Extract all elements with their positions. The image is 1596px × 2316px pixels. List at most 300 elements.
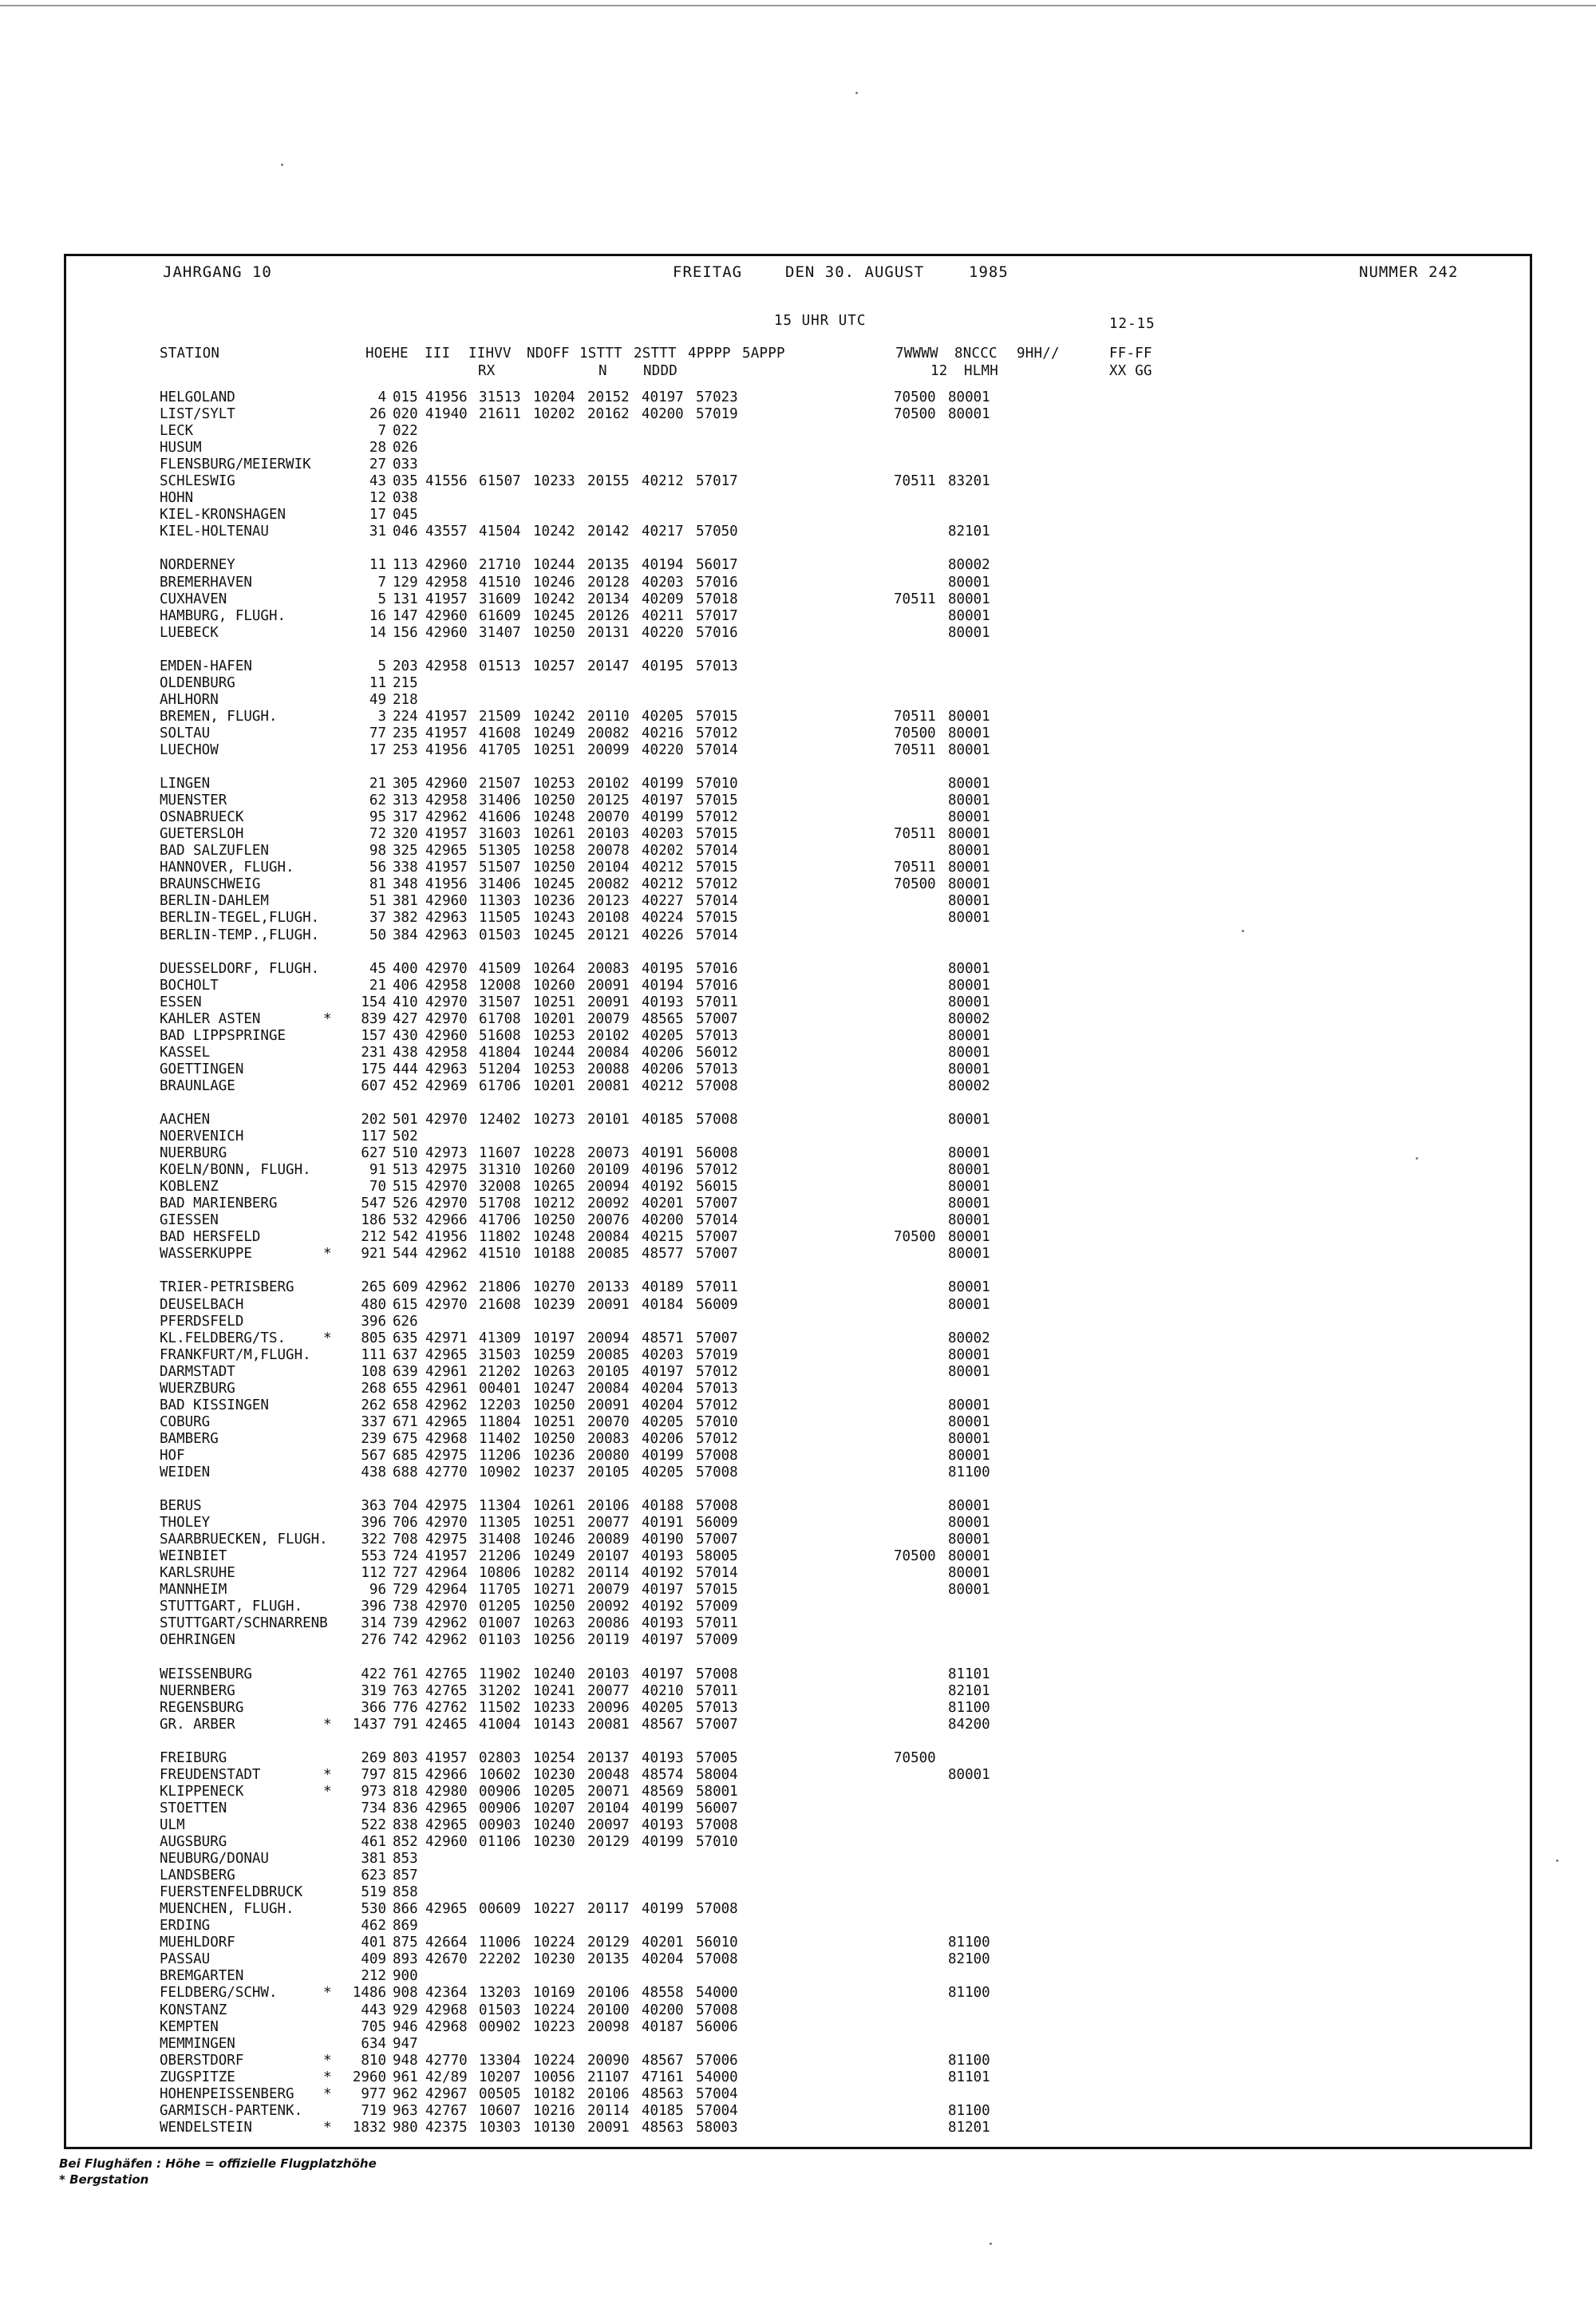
group-1sttt: 10230 — [533, 1951, 575, 1968]
station-name: KONSTANZ — [160, 2002, 227, 2018]
group-8nccc: 80001 — [948, 1498, 990, 1515]
group-5appp: 57011 — [696, 994, 738, 1010]
group-4pppp: 40204 — [642, 1380, 684, 1397]
group-iihvv: 42970 — [425, 1599, 468, 1615]
group-4pppp: 40184 — [642, 1296, 684, 1313]
station-index: 384 — [393, 927, 418, 943]
group-2sttt: 20073 — [587, 1145, 630, 1162]
group-1sttt: 10248 — [533, 1229, 575, 1246]
group-2sttt: 20091 — [587, 977, 630, 994]
table-row — [160, 826, 1500, 843]
table-row — [160, 1985, 1500, 2002]
station-index: 317 — [393, 809, 418, 826]
group-spacer — [160, 642, 1500, 658]
group-ndoff: 12008 — [479, 977, 521, 994]
station-name: DEUSELBACH — [160, 1296, 244, 1313]
station-elevation: 319 — [361, 1682, 386, 1699]
station-index: 818 — [393, 1783, 418, 1800]
table-row — [160, 2002, 1500, 2019]
station-name: BREMERHAVEN — [160, 574, 252, 591]
station-elevation: 396 — [361, 1313, 386, 1330]
group-5appp: 57016 — [696, 624, 738, 641]
group-iihvv: 42963 — [425, 910, 468, 927]
group-ndoff: 10902 — [479, 1464, 521, 1480]
group-iihvv: 41956 — [425, 741, 468, 758]
station-index: 724 — [393, 1548, 418, 1565]
group-4pppp: 48571 — [642, 1330, 684, 1346]
station-elevation: 62 — [369, 792, 386, 809]
station-elevation: 202 — [361, 1112, 386, 1128]
station-name: TRIER-PETRISBERG — [160, 1279, 294, 1296]
mountain-station-marker: * — [323, 2052, 332, 2069]
group-5appp: 56015 — [696, 1179, 738, 1196]
mountain-station-marker: * — [323, 1246, 332, 1263]
station-index: 803 — [393, 1749, 418, 1766]
group-iihvv: 42975 — [425, 1162, 468, 1179]
group-1sttt: 10240 — [533, 1816, 575, 1833]
group-5appp: 57010 — [696, 776, 738, 792]
group-2sttt: 20114 — [587, 1565, 630, 1582]
table-row — [160, 406, 1500, 423]
station-name: COBURG — [160, 1413, 211, 1430]
station-index: 671 — [393, 1413, 418, 1430]
group-8nccc: 80001 — [948, 1363, 990, 1380]
group-5appp: 57007 — [696, 1246, 738, 1263]
station-name: BRAUNLAGE — [160, 1077, 235, 1094]
group-ndoff: 11502 — [479, 1699, 521, 1716]
group-iihvv: 42965 — [425, 1346, 468, 1363]
col-hoehe: HOEHE — [365, 346, 409, 362]
station-name: KL.FELDBERG/TS. — [160, 1330, 286, 1346]
group-2sttt: 20084 — [587, 1229, 630, 1246]
group-1sttt: 10248 — [533, 809, 575, 826]
group-2sttt: 20155 — [587, 473, 630, 490]
col-iihvv-sub: RX — [478, 363, 496, 379]
group-7wwww: 70511 — [894, 708, 936, 725]
group-ndoff: 11304 — [479, 1498, 521, 1515]
table-row — [160, 860, 1500, 876]
group-iihvv: 41957 — [425, 860, 468, 876]
station-name: FREIBURG — [160, 1749, 227, 1766]
group-1sttt: 10201 — [533, 1010, 575, 1027]
station-name: GOETTINGEN — [160, 1061, 244, 1077]
group-5appp: 57005 — [696, 1749, 738, 1766]
group-1sttt: 10216 — [533, 2102, 575, 2119]
station-name: AUGSBURG — [160, 1834, 227, 1851]
station-index: 313 — [393, 792, 418, 809]
group-ndoff: 32008 — [479, 1179, 521, 1196]
col-4pppp: 4PPPP — [688, 346, 731, 362]
group-1sttt: 10239 — [533, 1296, 575, 1313]
group-5appp: 57010 — [696, 1413, 738, 1430]
group-1sttt: 10251 — [533, 1413, 575, 1430]
group-5appp: 58005 — [696, 1548, 738, 1565]
group-4pppp: 48563 — [642, 2085, 684, 2102]
station-index: 708 — [393, 1531, 418, 1548]
group-ndoff: 11607 — [479, 1145, 521, 1162]
group-2sttt: 20081 — [587, 1077, 630, 1094]
col-5appp: 5APPP — [742, 346, 785, 362]
group-2sttt: 20137 — [587, 1749, 630, 1766]
table-row — [160, 1414, 1500, 1431]
table-row — [160, 389, 1500, 406]
group-5appp: 56009 — [696, 1515, 738, 1531]
group-1sttt: 10244 — [533, 1044, 575, 1061]
group-2sttt: 20070 — [587, 1413, 630, 1430]
station-index: 739 — [393, 1615, 418, 1632]
group-4pppp: 40204 — [642, 1951, 684, 1968]
group-5appp: 57012 — [696, 1430, 738, 1447]
group-1sttt: 10246 — [533, 1531, 575, 1548]
group-1sttt: 10224 — [533, 1935, 575, 1951]
group-iihvv: 42962 — [425, 809, 468, 826]
station-index: 908 — [393, 1985, 418, 2002]
group-iihvv: 42962 — [425, 1246, 468, 1263]
station-name: WASSERKUPPE — [160, 1246, 252, 1263]
station-elevation: 81 — [369, 876, 386, 893]
group-1sttt: 10227 — [533, 1901, 575, 1918]
group-ndoff: 41309 — [479, 1330, 521, 1346]
station-elevation: 366 — [361, 1699, 386, 1716]
group-2sttt: 20083 — [587, 960, 630, 977]
mountain-station-marker: * — [323, 1783, 332, 1800]
station-index: 218 — [393, 691, 418, 708]
station-index: 857 — [393, 1867, 418, 1884]
group-ndoff: 11303 — [479, 893, 521, 910]
group-1sttt: 10236 — [533, 893, 575, 910]
group-iihvv: 42968 — [425, 2002, 468, 2018]
group-1sttt: 10230 — [533, 1834, 575, 1851]
station-name: EMDEN-HAFEN — [160, 658, 252, 674]
table-row — [160, 1531, 1500, 1548]
station-index: 685 — [393, 1447, 418, 1464]
table-row — [160, 1515, 1500, 1531]
group-iihvv: 42971 — [425, 1330, 468, 1346]
group-4pppp: 40201 — [642, 1196, 684, 1212]
group-2sttt: 20092 — [587, 1196, 630, 1212]
group-8nccc: 80001 — [948, 1212, 990, 1229]
group-4pppp: 40190 — [642, 1531, 684, 1548]
group-2sttt: 20162 — [587, 406, 630, 423]
col-8nccc: 8NCCC — [954, 346, 998, 362]
station-elevation: 212 — [361, 1229, 386, 1246]
group-8nccc: 80001 — [948, 1548, 990, 1565]
group-8nccc: 80001 — [948, 1582, 990, 1599]
station-elevation: 522 — [361, 1816, 386, 1833]
group-2sttt: 20091 — [587, 2119, 630, 2136]
group-8nccc: 80001 — [948, 809, 990, 826]
station-elevation: 719 — [361, 2102, 386, 2119]
station-index: 022 — [393, 423, 418, 440]
station-name: THOLEY — [160, 1515, 211, 1531]
group-4pppp: 40199 — [642, 1901, 684, 1918]
group-1sttt: 10223 — [533, 2018, 575, 2035]
group-2sttt: 20098 — [587, 2018, 630, 2035]
station-name: GR. ARBER — [160, 1716, 235, 1733]
station-index: 776 — [393, 1699, 418, 1716]
station-elevation: 839 — [361, 1010, 386, 1027]
group-2sttt: 20110 — [587, 708, 630, 725]
group-2sttt: 20108 — [587, 910, 630, 927]
station-index: 675 — [393, 1430, 418, 1447]
group-2sttt: 20104 — [587, 860, 630, 876]
group-4pppp: 40220 — [642, 624, 684, 641]
station-index: 033 — [393, 456, 418, 473]
station-index: 015 — [393, 389, 418, 405]
station-index: 203 — [393, 658, 418, 674]
group-iihvv: 42963 — [425, 1061, 468, 1077]
group-iihvv: 43557 — [425, 524, 468, 540]
group-8nccc: 80001 — [948, 708, 990, 725]
station-name: LINGEN — [160, 776, 211, 792]
group-5appp: 54000 — [696, 2069, 738, 2085]
group-2sttt: 20078 — [587, 843, 630, 860]
group-2sttt: 20129 — [587, 1834, 630, 1851]
group-1sttt: 10250 — [533, 1599, 575, 1615]
station-name: STUTTGART/SCHNARRENB — [160, 1615, 328, 1632]
group-2sttt: 20070 — [587, 809, 630, 826]
group-1sttt: 10250 — [533, 1430, 575, 1447]
group-8nccc: 80001 — [948, 826, 990, 843]
group-iihvv: 42973 — [425, 1145, 468, 1162]
table-row — [160, 1683, 1500, 1700]
group-5appp: 57012 — [696, 876, 738, 893]
station-index: 215 — [393, 674, 418, 691]
group-5appp: 57014 — [696, 893, 738, 910]
table-row — [160, 1901, 1500, 1918]
group-1sttt: 10251 — [533, 1515, 575, 1531]
station-name: OLDENBURG — [160, 674, 235, 691]
station-elevation: 7 — [377, 423, 386, 440]
group-8nccc: 80001 — [948, 977, 990, 994]
group-8nccc: 81100 — [948, 2102, 990, 2119]
group-iihvv: 42970 — [425, 1010, 468, 1027]
station-elevation: 50 — [369, 927, 386, 943]
group-ndoff: 11902 — [479, 1666, 521, 1682]
group-5appp: 57008 — [696, 1464, 738, 1480]
group-2sttt: 20106 — [587, 1498, 630, 1515]
group-2sttt: 20084 — [587, 1380, 630, 1397]
group-2sttt: 20096 — [587, 1699, 630, 1716]
station-index: 046 — [393, 524, 418, 540]
station-elevation: 363 — [361, 1498, 386, 1515]
station-name: STUTTGART, FLUGH. — [160, 1599, 303, 1615]
station-elevation: 11 — [369, 674, 386, 691]
col-ff-sub: XX GG — [1109, 363, 1152, 379]
station-index: 035 — [393, 473, 418, 490]
group-ndoff: 51507 — [479, 860, 521, 876]
group-ndoff: 31603 — [479, 826, 521, 843]
group-5appp: 54000 — [696, 1985, 738, 2002]
station-elevation: 265 — [361, 1279, 386, 1296]
table-row — [160, 2036, 1500, 2053]
group-iihvv: 42961 — [425, 1380, 468, 1397]
group-8nccc: 80001 — [948, 624, 990, 641]
station-index: 026 — [393, 440, 418, 456]
group-iihvv: 42960 — [425, 624, 468, 641]
station-elevation: 7 — [377, 574, 386, 591]
group-5appp: 57023 — [696, 389, 738, 405]
group-8nccc: 80001 — [948, 1279, 990, 1296]
group-ndoff: 10806 — [479, 1565, 521, 1582]
group-2sttt: 20090 — [587, 2052, 630, 2069]
group-8nccc: 80001 — [948, 1145, 990, 1162]
station-elevation: 438 — [361, 1464, 386, 1480]
group-5appp: 56006 — [696, 2018, 738, 2035]
station-elevation: 567 — [361, 1447, 386, 1464]
group-iihvv: 42965 — [425, 1816, 468, 1833]
group-ndoff: 61609 — [479, 607, 521, 624]
group-ndoff: 21608 — [479, 1296, 521, 1313]
station-elevation: 337 — [361, 1413, 386, 1430]
station-elevation: 56 — [369, 860, 386, 876]
table-row — [160, 1666, 1500, 1683]
group-2sttt: 20088 — [587, 1061, 630, 1077]
station-name: KARLSRUHE — [160, 1565, 235, 1582]
group-iihvv: 42767 — [425, 2102, 468, 2119]
group-5appp: 57014 — [696, 843, 738, 860]
table-row — [160, 2086, 1500, 2103]
station-elevation: 28 — [369, 440, 386, 456]
group-spacer — [160, 759, 1500, 776]
group-2sttt: 20123 — [587, 893, 630, 910]
station-name: BAMBERG — [160, 1430, 219, 1447]
group-1sttt: 10245 — [533, 876, 575, 893]
station-index: 544 — [393, 1246, 418, 1263]
group-4pppp: 40189 — [642, 1279, 684, 1296]
group-iihvv: 42770 — [425, 1464, 468, 1480]
station-index: 838 — [393, 1816, 418, 1833]
station-name: KASSEL — [160, 1044, 211, 1061]
station-index: 224 — [393, 708, 418, 725]
group-1sttt: 10250 — [533, 624, 575, 641]
col-1sttt: 1STTT — [579, 346, 622, 362]
station-index: 858 — [393, 1884, 418, 1901]
station-elevation: 31 — [369, 524, 386, 540]
group-5appp: 57012 — [696, 1363, 738, 1380]
group-ndoff: 11505 — [479, 910, 521, 927]
group-1sttt: 10249 — [533, 1548, 575, 1565]
station-index: 852 — [393, 1834, 418, 1851]
station-name: HUSUM — [160, 440, 202, 456]
station-index: 156 — [393, 624, 418, 641]
group-2sttt: 20079 — [587, 1010, 630, 1027]
table-row — [160, 1196, 1500, 1212]
table-row — [160, 608, 1500, 625]
station-index: 815 — [393, 1766, 418, 1783]
group-2sttt: 20134 — [587, 591, 630, 607]
table-row — [160, 1784, 1500, 1800]
group-8nccc: 80001 — [948, 960, 990, 977]
group-5appp: 57013 — [696, 658, 738, 674]
group-8nccc: 81101 — [948, 2069, 990, 2085]
group-ndoff: 22202 — [479, 1951, 521, 1968]
group-1sttt: 10254 — [533, 1749, 575, 1766]
station-elevation: 553 — [361, 1548, 386, 1565]
group-iihvv: 42970 — [425, 1179, 468, 1196]
group-5appp: 57006 — [696, 2052, 738, 2069]
station-index: 038 — [393, 490, 418, 507]
group-4pppp: 40204 — [642, 1397, 684, 1413]
group-5appp: 57012 — [696, 1397, 738, 1413]
station-name: ERDING — [160, 1918, 211, 1935]
group-1sttt: 10241 — [533, 1682, 575, 1699]
group-4pppp: 48567 — [642, 2052, 684, 2069]
station-elevation: 396 — [361, 1515, 386, 1531]
group-iihvv: 42960 — [425, 1834, 468, 1851]
table-row — [160, 1935, 1500, 1951]
group-8nccc: 80001 — [948, 1413, 990, 1430]
station-elevation: 314 — [361, 1615, 386, 1632]
station-elevation: 461 — [361, 1834, 386, 1851]
group-iihvv: 41956 — [425, 389, 468, 405]
table-row — [160, 1717, 1500, 1733]
group-8nccc: 80001 — [948, 1296, 990, 1313]
station-elevation: 49 — [369, 691, 386, 708]
station-index: 658 — [393, 1397, 418, 1413]
station-elevation: 401 — [361, 1935, 386, 1951]
group-ndoff: 01103 — [479, 1632, 521, 1649]
group-2sttt: 20125 — [587, 792, 630, 809]
station-index: 410 — [393, 994, 418, 1010]
group-5appp: 57008 — [696, 1816, 738, 1833]
station-elevation: 973 — [361, 1783, 386, 1800]
group-spacer — [160, 540, 1500, 557]
station-index: 704 — [393, 1498, 418, 1515]
table-row — [160, 809, 1500, 826]
group-5appp: 57009 — [696, 1632, 738, 1649]
station-elevation: 154 — [361, 994, 386, 1010]
table-row — [160, 1834, 1500, 1851]
group-iihvv: 42970 — [425, 1196, 468, 1212]
group-5appp: 56012 — [696, 1044, 738, 1061]
group-4pppp: 40195 — [642, 658, 684, 674]
table-row — [160, 1078, 1500, 1095]
station-name: NEUBURG/DONAU — [160, 1851, 269, 1867]
table-row — [160, 1330, 1500, 1347]
group-ndoff: 00609 — [479, 1901, 521, 1918]
station-elevation: 268 — [361, 1380, 386, 1397]
group-1sttt: 10228 — [533, 1145, 575, 1162]
col-9hh: 9HH// — [1017, 346, 1060, 362]
group-5appp: 57016 — [696, 977, 738, 994]
station-elevation: 17 — [369, 507, 386, 524]
group-ndoff: 61507 — [479, 473, 521, 490]
group-ndoff: 10607 — [479, 2102, 521, 2119]
group-iihvv: 42975 — [425, 1447, 468, 1464]
group-7wwww: 70500 — [894, 1229, 936, 1246]
group-2sttt: 20086 — [587, 1615, 630, 1632]
group-4pppp: 40217 — [642, 524, 684, 540]
group-5appp: 57008 — [696, 1112, 738, 1128]
station-name: SOLTAU — [160, 725, 211, 741]
table-row — [160, 2069, 1500, 2086]
group-8nccc: 80001 — [948, 725, 990, 741]
group-1sttt: 10242 — [533, 708, 575, 725]
station-name: KAHLER ASTEN — [160, 1010, 261, 1027]
table-row — [160, 2103, 1500, 2120]
table-row — [160, 1229, 1500, 1246]
group-8nccc: 80001 — [948, 1229, 990, 1246]
group-4pppp: 40203 — [642, 1346, 684, 1363]
table-row — [160, 1431, 1500, 1448]
group-1sttt: 10130 — [533, 2119, 575, 2136]
station-elevation: 14 — [369, 624, 386, 641]
group-1sttt: 10242 — [533, 591, 575, 607]
group-1sttt: 10253 — [533, 1061, 575, 1077]
group-ndoff: 41510 — [479, 574, 521, 591]
station-name: FRANKFURT/M,FLUGH. — [160, 1346, 311, 1363]
